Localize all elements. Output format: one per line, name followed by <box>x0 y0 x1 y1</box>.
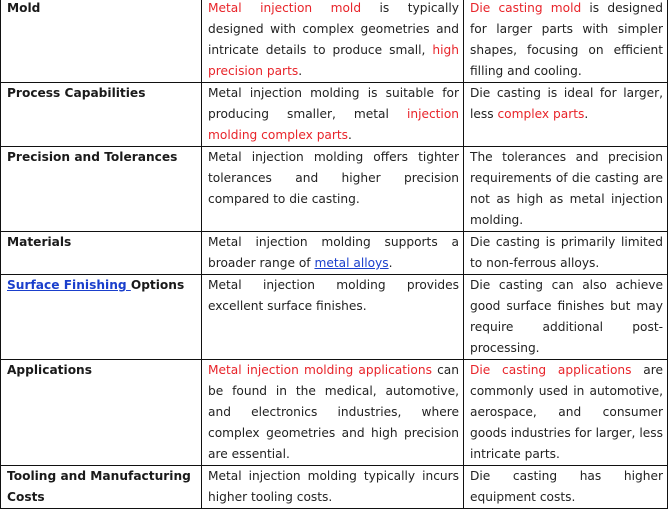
mim-cell <box>202 466 464 509</box>
row-label: Tooling and Manufacturing Costs <box>1 466 202 509</box>
cell-text: is typically designed with complex geometries and intricate details to produce small, <box>208 1 459 57</box>
row-label: Mold <box>1 0 202 83</box>
die-casting-cell <box>464 360 668 466</box>
cell-text: are commonly used in automotive, aerospace, and consumer goods industries for larger, less intricate parts. <box>470 363 663 461</box>
die-casting-cell <box>464 0 668 83</box>
cell-text: Die casting can also achieve good surface finishes but may require additional post-processing. <box>470 278 663 355</box>
table-row <box>1 275 668 360</box>
cell-text: . <box>584 107 589 121</box>
mim-cell <box>202 0 464 83</box>
row-label: Process Capabilities <box>1 83 202 147</box>
cell-text: Die casting is primarily limited to non-ferrous alloys. <box>470 235 663 270</box>
row-label: Precision and Tolerances <box>1 147 202 232</box>
cell-text: can be found in the medical, automotive, and electronics industries, where complex geometries and high precision are essential. <box>208 363 459 461</box>
table-row <box>1 466 668 509</box>
table-row <box>1 147 668 232</box>
die-casting-cell <box>464 232 668 275</box>
cell-text: Die casting has higher equipment costs. <box>470 469 663 504</box>
highlighted-text: Die casting applications <box>470 363 632 377</box>
table-row <box>1 83 668 147</box>
die-casting-cell <box>464 83 668 147</box>
cell-text: Metal injection molding provides excellent surface finishes. <box>208 278 459 313</box>
highlighted-text: Die casting mold <box>470 1 582 15</box>
highlighted-text: complex parts <box>497 107 585 121</box>
cell-text: . <box>348 128 352 142</box>
cell-text: is designed for larger parts with simpler shapes, focusing on efficient filling and cooling. <box>470 1 663 78</box>
cell-text: . <box>388 256 393 270</box>
table-row <box>1 360 668 466</box>
mim-cell <box>202 275 464 360</box>
die-casting-cell <box>464 466 668 509</box>
row-label-rest: Options <box>130 278 185 292</box>
table-row <box>1 0 668 83</box>
die-casting-cell <box>464 275 668 360</box>
cell-text: Metal injection molding typically incurs higher tooling costs. <box>208 469 459 504</box>
mim-cell <box>202 147 464 232</box>
cell-text: The tolerances and precision requirements of die casting are not as high as metal injection molding. <box>470 150 663 227</box>
mim-cell <box>202 360 464 466</box>
highlighted-text: Metal injection mold <box>208 1 362 15</box>
cell-text: . <box>298 64 303 78</box>
highlighted-text: Metal injection molding applications <box>208 363 432 377</box>
mim-cell <box>202 232 464 275</box>
cell-text: Metal injection molding supports a broader range of <box>208 235 459 270</box>
highlighted-text: injection molding complex parts <box>208 107 459 142</box>
highlighted-text: high precision parts <box>208 43 459 78</box>
row-label: Applications <box>1 360 202 466</box>
surface-finishing-link[interactable]: Surface Finishing <box>7 278 131 292</box>
die-casting-cell <box>464 147 668 232</box>
metal-alloys-link[interactable]: metal alloys <box>314 256 389 270</box>
table-row <box>1 232 668 275</box>
row-label <box>1 275 202 360</box>
row-label: Materials <box>1 232 202 275</box>
cell-text: Die casting is ideal for larger, less <box>470 86 663 121</box>
cell-text: Metal injection molding is suitable for producing smaller, metal <box>208 86 459 121</box>
cell-text: Metal injection molding offers tighter tolerances and higher precision compared to die casting. <box>208 150 459 206</box>
mim-cell <box>202 83 464 147</box>
